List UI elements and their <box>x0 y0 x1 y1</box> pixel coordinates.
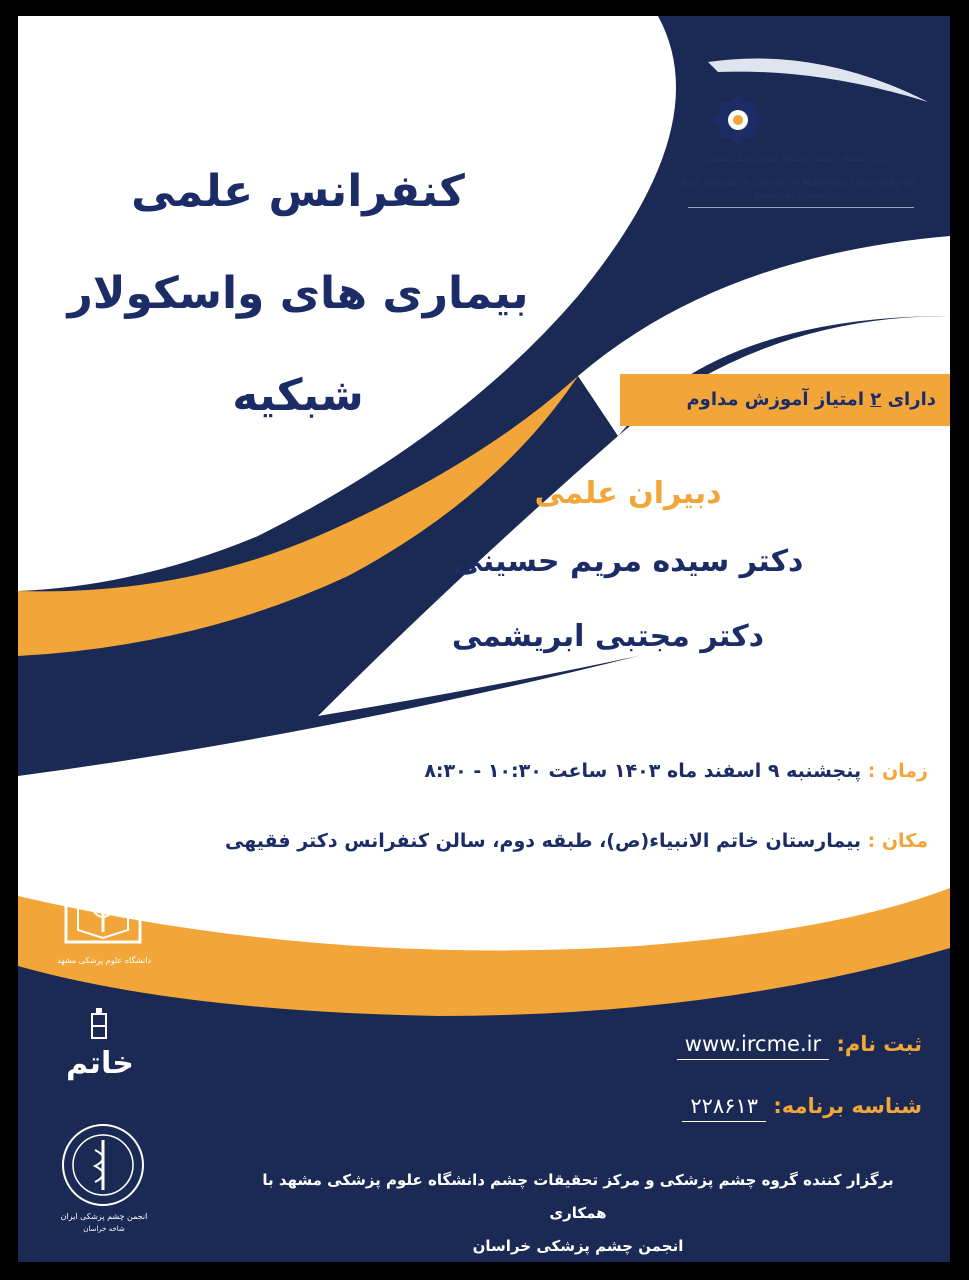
secretary-name-2: دکتر مجتبی ابریشمی <box>451 619 765 654</box>
organizer-footer <box>238 1164 918 1262</box>
khatam-wordmark: خاتم <box>66 1046 134 1081</box>
registration-link[interactable]: www.ircme.ir <box>677 1032 829 1060</box>
society-caption: انجمن چشم پزشکی ایران <box>60 1212 148 1221</box>
society-subcaption: شاخه خراسان <box>83 1225 125 1233</box>
mashhad-university-logo <box>58 856 148 956</box>
eye-research-center-logo <box>708 90 768 150</box>
event-place <box>225 830 928 852</box>
secretaries-heading: دبیران علمی <box>534 476 722 511</box>
registration <box>677 1032 922 1056</box>
center-persian-name: مرکز تحقیقات چشم دانشگاه علوم پزشکی مشهد <box>705 154 891 164</box>
cme-after: امتیاز آموزش مداوم <box>686 389 864 410</box>
time-label: زمان : <box>867 760 928 782</box>
title-line-2: بیماری های واسکولار <box>67 268 529 319</box>
program-id-value: ۲۲۸۶۱۳ <box>682 1094 766 1122</box>
title-line-3: شبکیه <box>232 370 364 421</box>
place-label: مکان : <box>867 830 928 852</box>
footer-line-2: انجمن چشم پزشکی خراسان <box>472 1237 684 1255</box>
title-line-1: کنفرانس علمی <box>131 166 465 217</box>
logo-divider <box>688 207 914 208</box>
cme-points: ۲ <box>870 389 882 410</box>
university-caption: دانشگاه علوم پزشکی مشهد <box>56 956 152 965</box>
program-id-label: شناسه برنامه: <box>773 1094 922 1118</box>
ophthalmology-society-logo <box>58 1120 148 1210</box>
center-english-line2: Medical Sciences <box>755 191 841 202</box>
time-value: پنجشنبه ۹ اسفند ماه ۱۴۰۳ ساعت ۱۰:۳۰ - ۸:۳۰ <box>424 760 862 782</box>
program-id <box>682 1094 922 1118</box>
center-english-line1: Eye Research Center of Mashhad University of <box>682 178 914 189</box>
khatam-hospital-logo <box>50 1006 150 1080</box>
secretary-name-1: دکتر سیده مریم حسینی <box>452 544 804 579</box>
cme-before: دارای <box>887 389 936 410</box>
registration-label: ثبت نام: <box>836 1032 922 1056</box>
footer-line-1: برگزار کننده گروه چشم پزشکی و مرکز تحقیقات چشم دانشگاه علوم پزشکی مشهد با همکاری <box>262 1171 894 1222</box>
cme-points-band <box>620 374 950 426</box>
poster <box>18 16 950 1262</box>
event-time <box>424 760 928 782</box>
place-value: بیمارستان خاتم الانبیاء(ص)، طبقه دوم، سالن کنفرانس دکتر فقیهی <box>224 830 861 852</box>
